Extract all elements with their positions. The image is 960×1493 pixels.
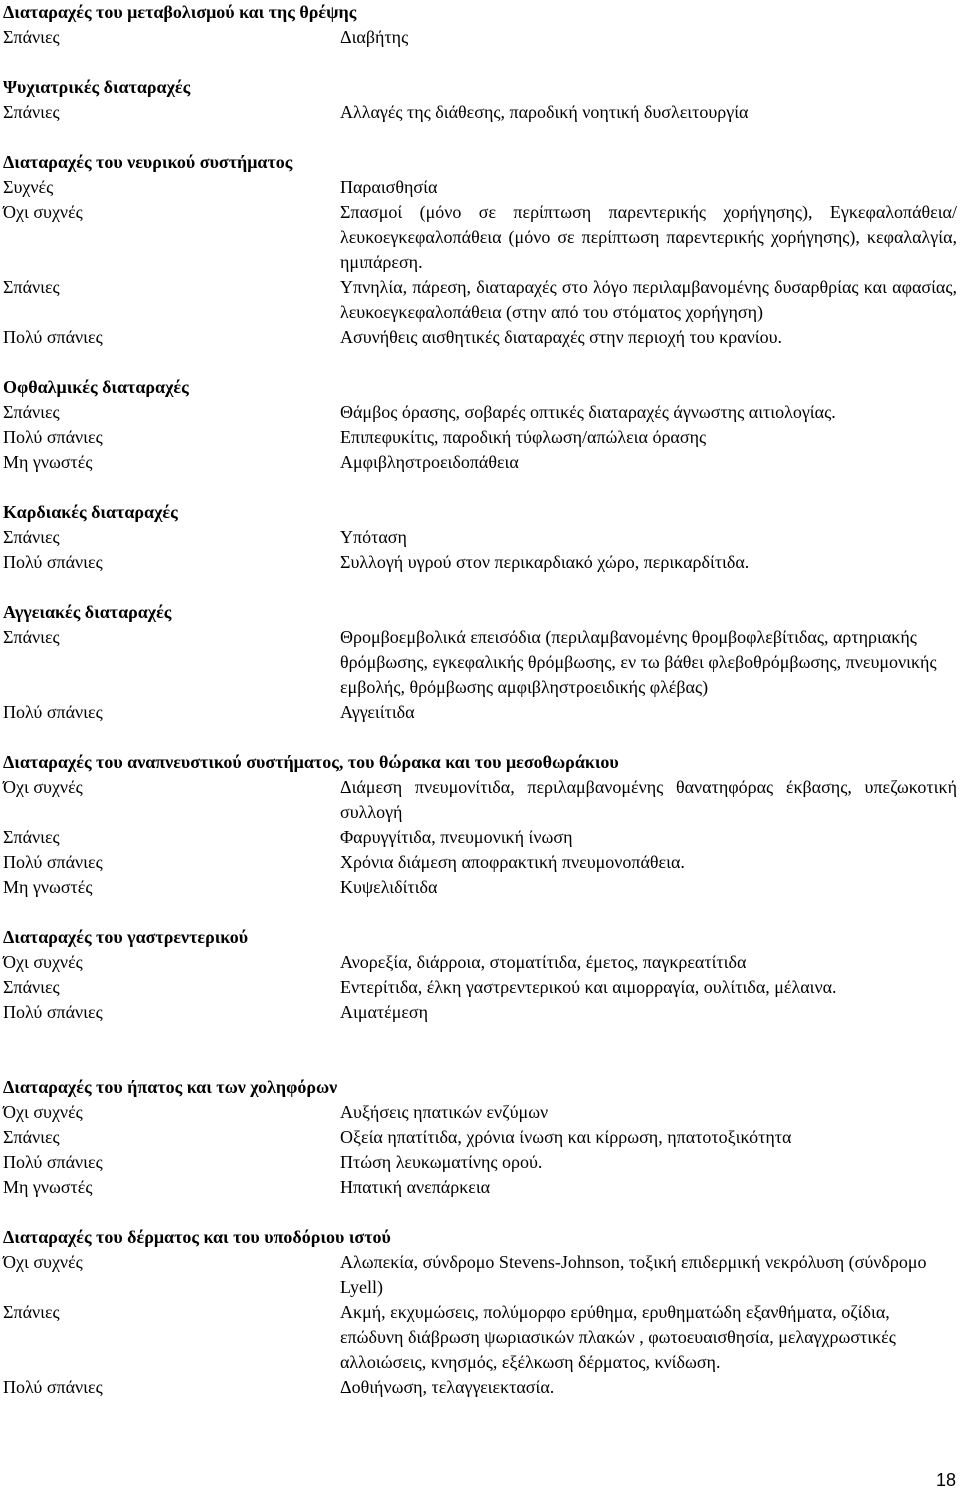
adverse-effect-text: Διάμεση πνευμονίτιδα, περιλαμβανομένης θανατηφόρας έκβασης, υπεζωκοτική συλλογή	[340, 777, 957, 822]
frequency-label: Μη γνωστές	[3, 877, 93, 897]
frequency-label: Σπάνιες	[3, 527, 60, 547]
section-skin-disorders	[3, 1225, 957, 1400]
frequency-label: Πολύ σπάνιες	[3, 852, 103, 872]
adverse-effect-text: Επιπεφυκίτις, παροδική τύφλωση/απώλεια όρασης	[340, 427, 707, 447]
list-item	[3, 100, 957, 125]
list-item	[3, 825, 957, 850]
frequency-label: Σπάνιες	[3, 827, 60, 847]
adverse-effect-text: Εντερίτιδα, έλκη γαστρεντερικού και αιμορραγία, ουλίτιδα, μέλαινα.	[340, 977, 837, 997]
adverse-effect-text: Θάμβος όρασης, σοβαρές οπτικές διαταραχές άγνωστης αιτιολογίας.	[340, 402, 836, 422]
section-cardiac-disorders	[3, 500, 957, 575]
page-number: 18	[935, 1470, 956, 1490]
list-item	[3, 325, 957, 350]
frequency-label: Όχι συχνές	[3, 1102, 83, 1122]
frequency-label: Σπάνιες	[3, 102, 60, 122]
section-metabolism	[3, 0, 957, 50]
section-psychiatric	[3, 75, 957, 125]
list-item	[3, 775, 957, 825]
list-item	[3, 850, 957, 875]
adverse-effect-text: Υπνηλία, πάρεση, διαταραχές στο λόγο περιλαμβανομένης δυσαρθρίας και αφασίας, λευκοεγκεφαλοπάθεια (στην από του στόματος χορήγηση)	[340, 277, 957, 322]
list-item	[3, 625, 957, 700]
frequency-label: Συχνές	[3, 177, 54, 197]
frequency-label: Όχι συχνές	[3, 777, 83, 797]
adverse-effect-text: Αυξήσεις ηπατικών ενζύμων	[340, 1102, 549, 1122]
frequency-label: Σπάνιες	[3, 402, 60, 422]
adverse-effect-text: Αιματέμεση	[340, 1002, 429, 1022]
frequency-label: Όχι συχνές	[3, 1252, 83, 1272]
section-title: Διαταραχές του νευρικού συστήματος	[3, 152, 293, 172]
frequency-label: Όχι συχνές	[3, 952, 83, 972]
section-title: Διαταραχές του ήπατος και των χοληφόρων	[3, 1077, 338, 1097]
list-item	[3, 550, 957, 575]
adverse-effect-text: Υπόταση	[340, 527, 407, 547]
section-eye-disorders	[3, 375, 957, 475]
section-title: Διαταραχές του δέρματος και του υποδόριου ιστού	[3, 1227, 391, 1247]
adverse-effect-text: Ανορεξία, διάρροια, στοματίτιδα, έμετος, παγκρεατίτιδα	[340, 952, 747, 972]
frequency-label: Πολύ σπάνιες	[3, 1152, 103, 1172]
adverse-effect-text: Ακμή, εκχυμώσεις, πολύμορφο ερύθημα, ερυθηματώδη εξανθήματα, οζίδια, επώδυνη διάβρωση ψωριασικών πλακών , φωτοευαισθησία, μελαγχρωστικές αλλοιώσεις, κνησμός, εξέλκωση δέρματος, κνίδωση.	[340, 1302, 896, 1372]
frequency-label: Σπάνιες	[3, 627, 60, 647]
frequency-label: Σπάνιες	[3, 1127, 60, 1147]
section-nervous-system	[3, 150, 957, 350]
section-title: Διαταραχές του μεταβολισμού και της θρέψης	[3, 2, 357, 22]
frequency-label: Πολύ σπάνιες	[3, 702, 103, 722]
frequency-label: Πολύ σπάνιες	[3, 552, 103, 572]
section-title: Διαταραχές του αναπνευστικού συστήματος, του θώρακα και του μεσοθωράκιου	[3, 752, 619, 772]
list-item	[3, 700, 957, 725]
adverse-effect-text: Κυψελιδίτιδα	[340, 877, 438, 897]
section-vascular-disorders	[3, 600, 957, 725]
adverse-effect-text: Ασυνήθεις αισθητικές διαταραχές στην περιοχή του κρανίου.	[340, 327, 783, 347]
list-item	[3, 275, 957, 325]
list-item	[3, 1150, 957, 1175]
adverse-effect-text: Χρόνια διάμεση αποφρακτική πνευμονοπάθεια.	[340, 852, 685, 872]
frequency-label: Πολύ σπάνιες	[3, 1002, 103, 1022]
list-item	[3, 175, 957, 200]
frequency-label: Πολύ σπάνιες	[3, 327, 103, 347]
list-item	[3, 950, 957, 975]
adverse-effect-text: Αμφιβληστροειδοπάθεια	[340, 452, 519, 472]
adverse-effect-text: Αγγειίτιδα	[340, 702, 415, 722]
adverse-effect-text: Δοθιήνωση, τελαγγειεκτασία.	[340, 1377, 555, 1397]
list-item	[3, 450, 957, 475]
frequency-label: Σπάνιες	[3, 27, 60, 47]
frequency-label: Όχι συχνές	[3, 202, 83, 222]
section-title: Καρδιακές διαταραχές	[3, 502, 178, 522]
list-item	[3, 875, 957, 900]
section-title: Ψυχιατρικές διαταραχές	[3, 77, 191, 97]
list-item	[3, 425, 957, 450]
list-item	[3, 1100, 957, 1125]
section-title: Αγγειακές διαταραχές	[3, 602, 172, 622]
adverse-effect-text: Συλλογή υγρού στον περικαρδιακό χώρο, περικαρδίτιδα.	[340, 552, 750, 572]
list-item	[3, 200, 957, 275]
section-gastrointestinal-disorders	[3, 925, 957, 1025]
list-item	[3, 25, 957, 50]
list-item	[3, 1250, 957, 1300]
frequency-label: Σπάνιες	[3, 977, 60, 997]
section-hepatobiliary-disorders	[3, 1075, 957, 1200]
frequency-label: Πολύ σπάνιες	[3, 427, 103, 447]
adverse-effect-text: Ηπατική ανεπάρκεια	[340, 1177, 491, 1197]
adverse-effect-text: Σπασμοί (μόνο σε περίπτωση παρεντερικής χορήγησης), Εγκεφαλοπάθεια/λευκοεγκεφαλοπάθεια (μόνο σε περίπτωση παρεντερικής χορήγησης), κεφαλαλγία, ημιπάρεση.	[340, 202, 957, 272]
adverse-effect-text: Παραισθησία	[340, 177, 438, 197]
section-title: Διαταραχές του γαστρεντερικού	[3, 927, 249, 947]
adverse-effect-text: Πτώση λευκωματίνης ορού.	[340, 1152, 543, 1172]
adverse-effect-text: Φαρυγγίτιδα, πνευμονική ίνωση	[340, 827, 573, 847]
list-item	[3, 1175, 957, 1200]
frequency-label: Σπάνιες	[3, 1302, 60, 1322]
list-item	[3, 975, 957, 1000]
frequency-label: Σπάνιες	[3, 277, 60, 297]
frequency-label: Μη γνωστές	[3, 1177, 93, 1197]
section-title: Οφθαλμικές διαταραχές	[3, 377, 189, 397]
frequency-label: Πολύ σπάνιες	[3, 1377, 103, 1397]
frequency-label: Μη γνωστές	[3, 452, 93, 472]
list-item	[3, 400, 957, 425]
adverse-effect-text: Οξεία ηπατίτιδα, χρόνια ίνωση και κίρρωση, ηπατοτοξικότητα	[340, 1127, 792, 1147]
list-item	[3, 1375, 957, 1400]
list-item	[3, 1000, 957, 1025]
list-item	[3, 1300, 957, 1375]
list-item	[3, 1125, 957, 1150]
list-item	[3, 525, 957, 550]
document-body	[3, 0, 957, 1400]
adverse-effect-text: Διαβήτης	[340, 27, 409, 47]
adverse-effect-text: Αλωπεκία, σύνδρομο Stevens-Johnson, τοξική επιδερμική νεκρόλυση (σύνδρομο Lyell)	[340, 1252, 927, 1297]
section-respiratory-disorders	[3, 750, 957, 900]
adverse-effect-text: Θρομβοεμβολικά επεισόδια (περιλαμβανομένης θρομβοφλεβίτιδας, αρτηριακής θρόμβωσης, εγκεφαλικής θρόμβωσης, εν τω βάθει φλεβοθρόμβωσης, πνευμονικής εμβολής, θρόμβωσης αμφιβληστροειδικής φλέβας)	[340, 627, 937, 697]
adverse-effect-text: Αλλαγές της διάθεσης, παροδική νοητική δυσλειτουργία	[340, 102, 749, 122]
